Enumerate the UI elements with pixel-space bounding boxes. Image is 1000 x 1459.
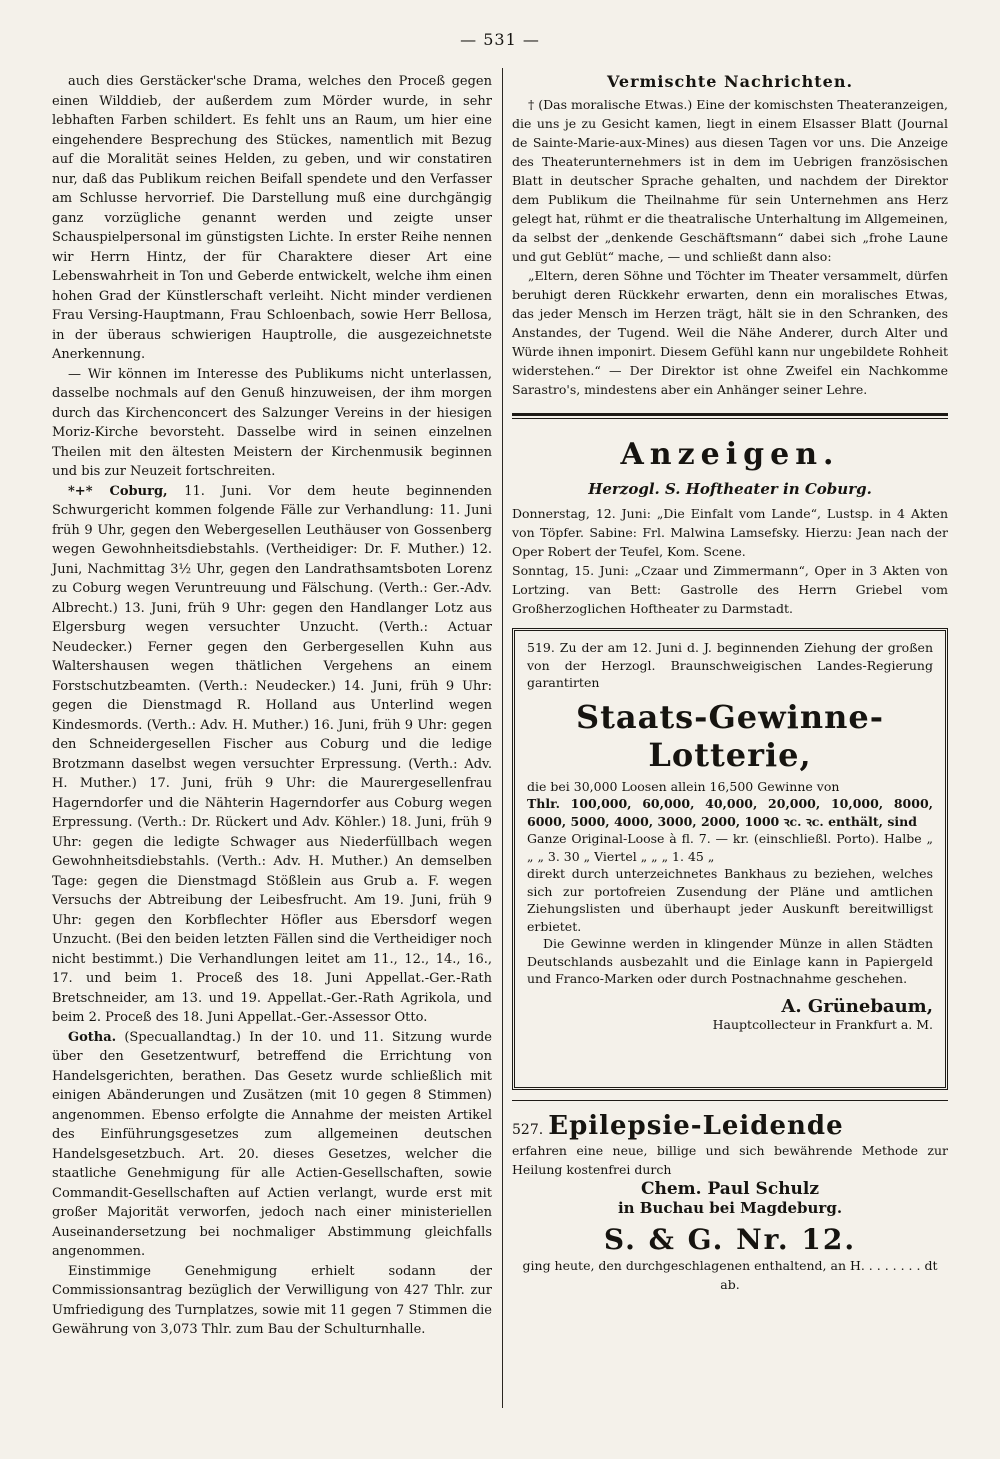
article-paragraph: auch dies Gerstäcker'sche Drama, welches den Proceß gegen einen Wilddieb, der außerdem zum Mörder wurde, in sehr lebhaften Farben schildert. Es fehlt uns an Raum, um hier eine eingehendere Besprechung des Stückes, namentlich mit Bezug auf die Moralität seines Helden, zu geben, und wir constatiren nur, daß das Publikum reichen Beifall spendete und den Verfasser am Schlusse hervorrief. Die Darstellung muß eine durchgängig ganz vorzügliche genannt werden und zeigte unser Schauspielpersonal im günstigsten Lichte. In erster Reihe nennen wir Herrn Hintz, der für Charaktere dieser Art eine Lebenswahrheit in Ton und Geberde entwickelt, welche ihm einen hohen Grad der Künstlerschaft verleiht. Nicht minder verdienen Frau Versing-Hauptmann, Frau Schloenbach, sowie Herr Bellosa, in der überaus schwierigen Hauptrolle, die ausgezeichnetste Anerkennung. bbox=[52, 74, 492, 362]
coburg-report bbox=[52, 482, 492, 1028]
lottery-line: die bei 30,000 Loosen allein 16,500 Gewinne von bbox=[527, 778, 840, 794]
column-divider bbox=[502, 68, 503, 1408]
epilepsy-name: Chem. Paul Schulz bbox=[640, 1179, 820, 1199]
page-number: — 531 — bbox=[460, 30, 540, 49]
misc-news-title: Vermischte Nachrichten. bbox=[606, 72, 854, 91]
left-column bbox=[52, 72, 492, 1340]
theatre-listing: Donnerstag, 12. Juni: „Die Einfalt vom Lande“, Lustsp. in 4 Akten von Töpfer. Sabine: Frl. Malwina Lamsefsky. Hierzu: Jean nach der Oper Robert der Teufel, Kom. Scene. bbox=[512, 506, 948, 559]
lottery-prices: Ganze Original-Loose à fl. 7. — kr. (einschließl. Porto). Halbe „ „ „ 3. 30 „ Viertel „ „ „ 1. 45 „ bbox=[527, 831, 933, 864]
ad-divider bbox=[512, 1100, 948, 1101]
theatre-listing: Sonntag, 15. Juni: „Czaar und Zimmermann“, Oper in 3 Akten von Lortzing. van Bett: Gastrolle des Herrn Griebel vom Großherzoglichen Hoftheater zu Darmstadt. bbox=[512, 563, 948, 616]
lottery-ad bbox=[512, 628, 948, 1090]
epilepsy-place: in Buchau bei Magdeburg. bbox=[617, 1199, 843, 1217]
section-divider bbox=[512, 413, 948, 419]
theatre-heading: Herzogl. S. Hoftheater in Coburg. bbox=[588, 480, 872, 498]
closing-paragraph: Einstimmige Genehmigung erhielt sodann der Commissionsantrag bezüglich der Verwilligung von 427 Thlr. zur Umfriedigung des Turnplatzes, sowie mit 11 gegen 7 Stimmen die Gewährung von 3,073 Thlr. zum Bau der Schulturnhalle. bbox=[52, 1263, 492, 1337]
epilepsy-text: erfahren eine neue, billige und sich bewährende Methode zur Heilung kostenfrei durch bbox=[512, 1143, 948, 1177]
gotha-report bbox=[52, 1028, 492, 1262]
coburg-heading: *+* Coburg, bbox=[68, 483, 168, 499]
lottery-title: Staats-Gewinne-Lotterie, bbox=[576, 697, 884, 774]
misc-news-text: † (Das moralische Etwas.) Eine der komischsten Theateranzeigen, die uns je zu Gesicht kamen, liegt in einem Elsasser Blatt (Journal de Sainte-Marie-aux-Mines) aus diesen Tagen vor uns. Die Anzeige des Theaterunternehmers ist in dem im Uebrigen französischen Blatt in deutscher Sprache gehalten, und nachdem der Direktor dem Publikum die Theilnahme für sein Unternehmen ans Herz gelegt hat, rühmt er die theatralische Unterhaltung im Allgemeinen, da selbst der „denkende Geschäftsmann“ dabei sich „frohe Laune und gut Geblüt“ mache, — und schließt dann also: bbox=[512, 97, 948, 264]
ads-title: Anzeigen. bbox=[620, 437, 840, 472]
sg-title: S. & G. Nr. 12. bbox=[603, 1223, 857, 1256]
lottery-prizes: Thlr. 100,000, 60,000, 40,000, 20,000, 10,000, 8000, 6000, 5000, 4000, 3000, 2000, 1000 ꝛc. ꝛc. enthält, sind bbox=[527, 796, 933, 829]
epilepsy-ad bbox=[512, 1111, 948, 1217]
sg-notice bbox=[512, 1223, 948, 1294]
misc-news-quote: „Eltern, deren Söhne und Töchter im Theater versammelt, dürfen beruhigt deren Rückkehr erwarten, denn ein moralisches Etwas, das jeder Mensch im Herzen trägt, hält sie in den Schranken, des Anstandes, der Tugend. Weil die Nähe Anderer, durch Alter und Würde ihnen imponirt. Diesem Gefühl kann nur ungebildete Rohheit widerstehen.“ — Der Direktor ist ohne Zweifel ein Nachkomme Sarastro's, mindestens aber ein Anhänger seiner Lehre. bbox=[512, 268, 948, 397]
ad-number: 527. bbox=[512, 1122, 544, 1138]
lottery-direct: direkt durch unterzeichnetes Bankhaus zu beziehen, welches sich zur portofreien Zusendung der Pläne und amtlichen Ziehungslisten und überhaupt jeder Auskunft bereitwilligst erbietet. bbox=[527, 866, 933, 934]
lottery-payout: Die Gewinne werden in klingender Münze in allen Städten Deutschlands ausbezahlt und die Einlage kann in Papiergeld und Franco-Marken oder durch Postnachnahme geschehen. bbox=[527, 936, 933, 986]
sg-text: ging heute, den durchgeschlagenen enthaltend, an H. . . . . . . . dt ab. bbox=[522, 1258, 938, 1292]
lottery-intro: 519. Zu der am 12. Juni d. J. beginnenden Ziehung der großen von der Herzogl. Braunschweigischen Landes-Regierung garantirten bbox=[527, 640, 933, 690]
coburg-text: 11. Juni. Vor dem heute beginnenden Schwurgericht kommen folgende Fälle zur Verhandlung: 11. Juni früh 9 Uhr, gegen den Webergesellen Leuthäuser von Gossenberg wegen Gewohnheitsdiebstahls. (Vertheidiger: Dr. F. Muther.) 12. Juni, Nachmittag 3½ Uhr, gegen den Landrathsamtsboten Lorenz zu Coburg wegen Veruntreuung und Fälschung. (Verth.: Ger.-Adv. Albrecht.) 13. Juni, früh 9 Uhr: gegen den Handlanger Lotz aus Elgersburg wegen versuchter Unzucht. (Verth.: Actuar Neudecker.) Ferner gegen den Gerbergesellen Kuhn aus Waltershausen wegen thätlichen Vergehens an einem Forstschutzbeamten. (Verth.: Neudecker.) 14. Juni, früh 9 Uhr: gegen die Dienstmagd R. Holland aus Unterlind wegen Kindesmords. (Verth.: Adv. H. Muther.) 16. Juni, früh 9 Uhr: gegen den Schneidergesellen Fischer aus Coburg und die ledige Brotzmann daselbst wegen versuchter Erpressung. (Verth.: Adv. H. Muther.) 17. Juni, früh 9 Uhr: die Maurergesellenfrau Hagerndorfer und die Nähterin Hagerndorfer aus Coburg wegen Erpressung. (Verth.: Dr. Rückert und Adv. Köhler.) 18. Juni, früh 9 Uhr: gegen die ledigte Schwager aus Niederfüllbach wegen Gewohnheitsdiebstahls. (Verth.: Adv. H. Muther.) An demselben Tage: gegen die Dienstmagd Stößlein aus Grub a. F. wegen Versuchs der Abtreibung der Leibesfrucht. Am 19. Juni, früh 9 Uhr: gegen den Korbflechter Höfler aus Ebersdorf wegen Unzucht. (Bei den beiden letzten Fällen sind die Vertheidiger noch nicht bestimmt.) Die Verhandlungen leitet am 11., 12., 14., 16., 17. und beim 1. Proceß des 18. Juni Appellat.-Ger.-Rath Bretschneider, am 13. und 19. Appellat.-Ger.-Rath Agrikola, und beim 2. Proceß des 18. Juni Appellat.-Ger.-Assessor Otto. bbox=[52, 483, 492, 1025]
article-paragraph: — Wir können im Interesse des Publikums nicht unterlassen, dasselbe nochmals auf den Genuß hinzuweisen, der ihm morgen durch das Kirchenconcert des Salzunger Vereins in der hiesigen Moriz-Kirche bevorsteht. Dasselbe wird in seinen einzelnen Theilen mit den ältesten Meistern der Kirchenmusik beginnen und bis zur Neuzeit fortschreiten. bbox=[52, 366, 492, 479]
gotha-text: (Specuallandtag.) In der 10. und 11. Sitzung wurde über den Gesetzentwurf, betreffend die Errichtung von Handelsgerichten, berathen. Das Gesetz wurde schließlich mit einigen Abänderungen und Zusätzen (mit 10 gegen 8 Stimmen) angenommen. Ebenso erfolgte die Annahme der meisten Artikel des Einführungsgesetzes zum allgemeinen deutschen Handelsgesetzbuch. Art. 20. dieses Gesetzes, welcher die staatliche Genehmigung für alle Actien-Gesellschaften, sowie Commandit-Gesellschaften auf Actien verlangt, wurde erst mit großer Majorität verworfen, jedoch nach einer ministeriellen Auseinandersetzung bei nochmaliger Abstimmung gleichfalls angenommen. bbox=[52, 1029, 492, 1259]
lottery-signer-role: Hauptcollecteur in Frankfurt a. M. bbox=[712, 1016, 933, 1032]
gotha-heading: Gotha. bbox=[68, 1029, 117, 1045]
lottery-signer: A. Grünebaum, bbox=[781, 995, 933, 1017]
epilepsy-title: Epilepsie-Leidende bbox=[548, 1111, 844, 1141]
right-column bbox=[512, 72, 948, 1294]
